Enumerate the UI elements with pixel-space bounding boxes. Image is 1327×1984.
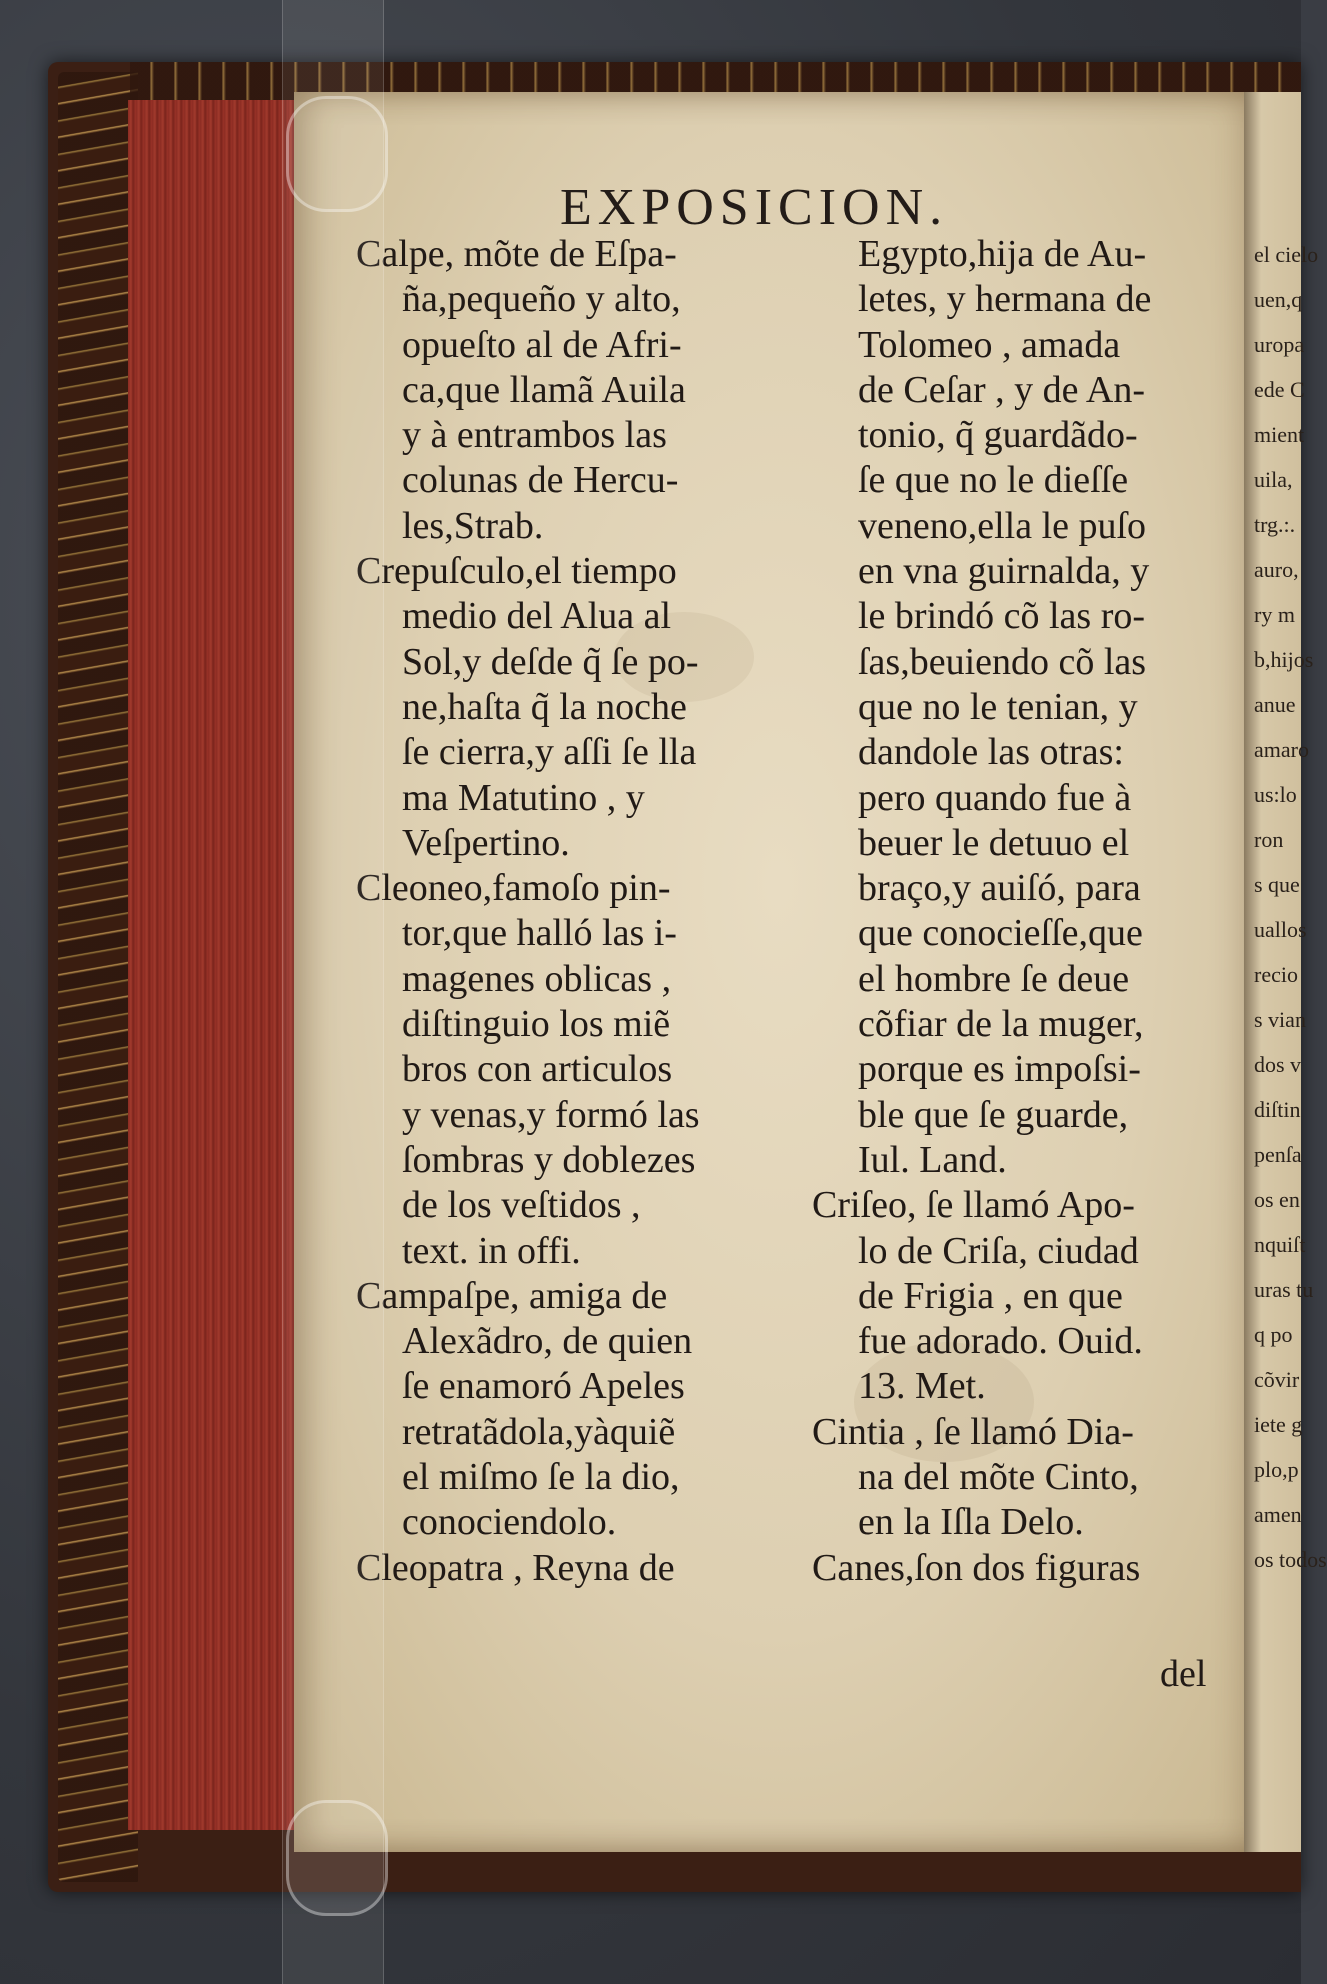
text-line: ble que ſe guarde, xyxy=(858,1093,1129,1136)
page-clip-bottom xyxy=(286,1800,388,1916)
page-clip-top xyxy=(286,96,388,212)
facing-page-fragment: trg.:. xyxy=(1254,512,1296,537)
text-line: Veſpertino. xyxy=(402,821,570,864)
text-line: ſombras y doblezes xyxy=(402,1138,696,1181)
text-line: de Frigia , en que xyxy=(858,1274,1123,1317)
text-line: lo de Criſa, ciudad xyxy=(858,1229,1139,1272)
text-line: ſe enamoró Apeles xyxy=(402,1365,685,1408)
text-line: Cintia , ſe llamó Dia- xyxy=(812,1410,1134,1453)
text-line: Cleopatra , Reyna de xyxy=(356,1546,675,1589)
text-line: tonio, q̃ guardãdo- xyxy=(858,414,1138,457)
text-line: porque es impoſsi- xyxy=(858,1048,1141,1091)
facing-page-fragment: penſa xyxy=(1254,1142,1302,1167)
text-line: Campaſpe, amiga de xyxy=(356,1274,668,1317)
facing-page-fragment: b,hijos xyxy=(1254,647,1314,672)
facing-page-fragment: ede C xyxy=(1254,377,1305,402)
text-line: beuer le detuuo el xyxy=(858,821,1130,864)
facing-page-fragment: cõvir xyxy=(1254,1367,1300,1392)
facing-page-fragment: s vian xyxy=(1254,1007,1306,1032)
text-line: ña,pequeño y alto, xyxy=(402,278,681,321)
right-text-column xyxy=(812,232,1151,1591)
text-line: dandole las otras: xyxy=(858,731,1124,774)
facing-page-fragment: amen xyxy=(1254,1502,1302,1527)
facing-page-fragment: uila, xyxy=(1254,467,1293,492)
text-line: 13. Met. xyxy=(858,1365,986,1408)
facing-page-fragment: ron xyxy=(1254,827,1284,852)
text-line: conociendolo. xyxy=(402,1501,617,1544)
text-line: bros con articulos xyxy=(402,1048,673,1091)
text-line: ſe cierra,y aſſi ſe lla xyxy=(402,731,697,774)
text-line: letes, y hermana de xyxy=(858,278,1152,321)
facing-page-fragment: auro, xyxy=(1254,557,1299,582)
facing-page-fragment: uallos xyxy=(1254,917,1307,942)
text-line: ca,que llamã Auila xyxy=(402,368,686,411)
text-line: medio del Alua al xyxy=(402,595,672,638)
text-line: retratãdola,yàquiẽ xyxy=(402,1410,676,1453)
gilt-tooled-border xyxy=(58,72,138,1882)
text-line: fue adorado. Ouid. xyxy=(858,1320,1143,1363)
text-line: el miſmo ſe la dio, xyxy=(402,1456,680,1499)
facing-page-fragment: amaro xyxy=(1254,737,1309,762)
facing-page-fragment: os todos xyxy=(1254,1547,1327,1572)
text-line: Crepuſculo,el tiempo xyxy=(356,550,677,593)
text-line: braço,y auiſó, para xyxy=(858,867,1141,910)
facing-page-fragment: uras tu xyxy=(1254,1277,1314,1302)
left-text-column xyxy=(356,232,700,1591)
catchword: del xyxy=(1160,1653,1207,1695)
text-line: text. in offi. xyxy=(402,1229,581,1272)
text-line: el hombre ſe deue xyxy=(858,957,1130,1000)
text-line: diſtinguio los miẽ xyxy=(402,1003,671,1046)
facing-page-fragment: s que xyxy=(1254,872,1300,897)
text-line: que conocieſſe,que xyxy=(858,912,1143,955)
facing-page-fragment: q po xyxy=(1254,1322,1293,1347)
facing-page-fragment: recio xyxy=(1254,962,1298,987)
text-line: y à entrambos las xyxy=(402,414,667,457)
clip-strip xyxy=(282,0,384,1984)
text-line: pero quando fue à xyxy=(858,776,1132,819)
text-line: Alexãdro, de quien xyxy=(402,1320,693,1363)
red-page-edges xyxy=(128,100,301,1830)
text-line: Egypto,hija de Au- xyxy=(858,233,1147,275)
text-line: que no le tenian, y xyxy=(858,685,1138,728)
text-line: opueſto al de Afri- xyxy=(402,323,682,366)
text-line: de Ceſar , y de An- xyxy=(858,368,1146,411)
facing-page-fragment: uropa xyxy=(1254,332,1305,357)
facing-page-edge xyxy=(1244,92,1327,1852)
facing-page-fragment: el cielo xyxy=(1254,242,1319,267)
text-line: le brindó cõ las ro- xyxy=(858,595,1146,638)
facing-page-fragment: diſtin xyxy=(1254,1097,1301,1122)
facing-page-fragment: iete g xyxy=(1254,1412,1303,1437)
facing-page-fragment: us:lo xyxy=(1254,782,1297,807)
text-line: Cleoneo,famoſo pin- xyxy=(356,867,671,910)
text-line: ſe que no le dieſſe xyxy=(858,459,1129,502)
text-line: Criſeo, ſe llamó Apo- xyxy=(812,1184,1135,1227)
text-line: na del mõte Cinto, xyxy=(858,1456,1139,1499)
text-line: y venas,y formó las xyxy=(402,1093,700,1136)
text-line: magenes oblicas , xyxy=(402,957,672,1000)
facing-page-fragment: os en xyxy=(1254,1187,1300,1212)
text-line: les,Strab. xyxy=(402,504,544,547)
text-line: Iul. Land. xyxy=(858,1138,1007,1181)
text-line: tor,que halló las i- xyxy=(402,912,677,955)
facing-page-fragment: nquiſt xyxy=(1254,1232,1306,1257)
text-line: cõfiar de la muger, xyxy=(858,1003,1144,1046)
facing-page-fragment: dos v xyxy=(1254,1052,1302,1077)
text-line: Canes,ſon dos figuras xyxy=(812,1546,1141,1589)
facing-page-fragment: uen,q xyxy=(1254,287,1303,312)
text-line: Tolomeo , amada xyxy=(858,323,1121,366)
text-line: de los veſtidos , xyxy=(402,1184,641,1227)
text-line: ſas,beuiendo cõ las xyxy=(858,640,1147,683)
running-head: EXPOSICION. xyxy=(560,179,949,236)
text-line: Calpe, mõte de Eſpa- xyxy=(356,233,677,275)
text-line: en la Iſla Delo. xyxy=(858,1501,1084,1544)
facing-page-fragment: anue xyxy=(1254,692,1296,717)
text-line: en vna guirnalda, y xyxy=(858,550,1150,593)
text-line: ne,haſta q̃ la noche xyxy=(402,685,687,728)
facing-page-fragment: ry m xyxy=(1254,602,1295,627)
facing-page-fragment: mient xyxy=(1254,422,1305,447)
facing-page-fragment: plo,p xyxy=(1254,1457,1299,1482)
text-line: veneno,ella le puſo xyxy=(858,504,1147,547)
text-line: Sol,y deſde q̃ ſe po- xyxy=(402,640,699,683)
text-line: ma Matutino , y xyxy=(402,776,645,819)
text-line: colunas de Hercu- xyxy=(402,459,679,502)
